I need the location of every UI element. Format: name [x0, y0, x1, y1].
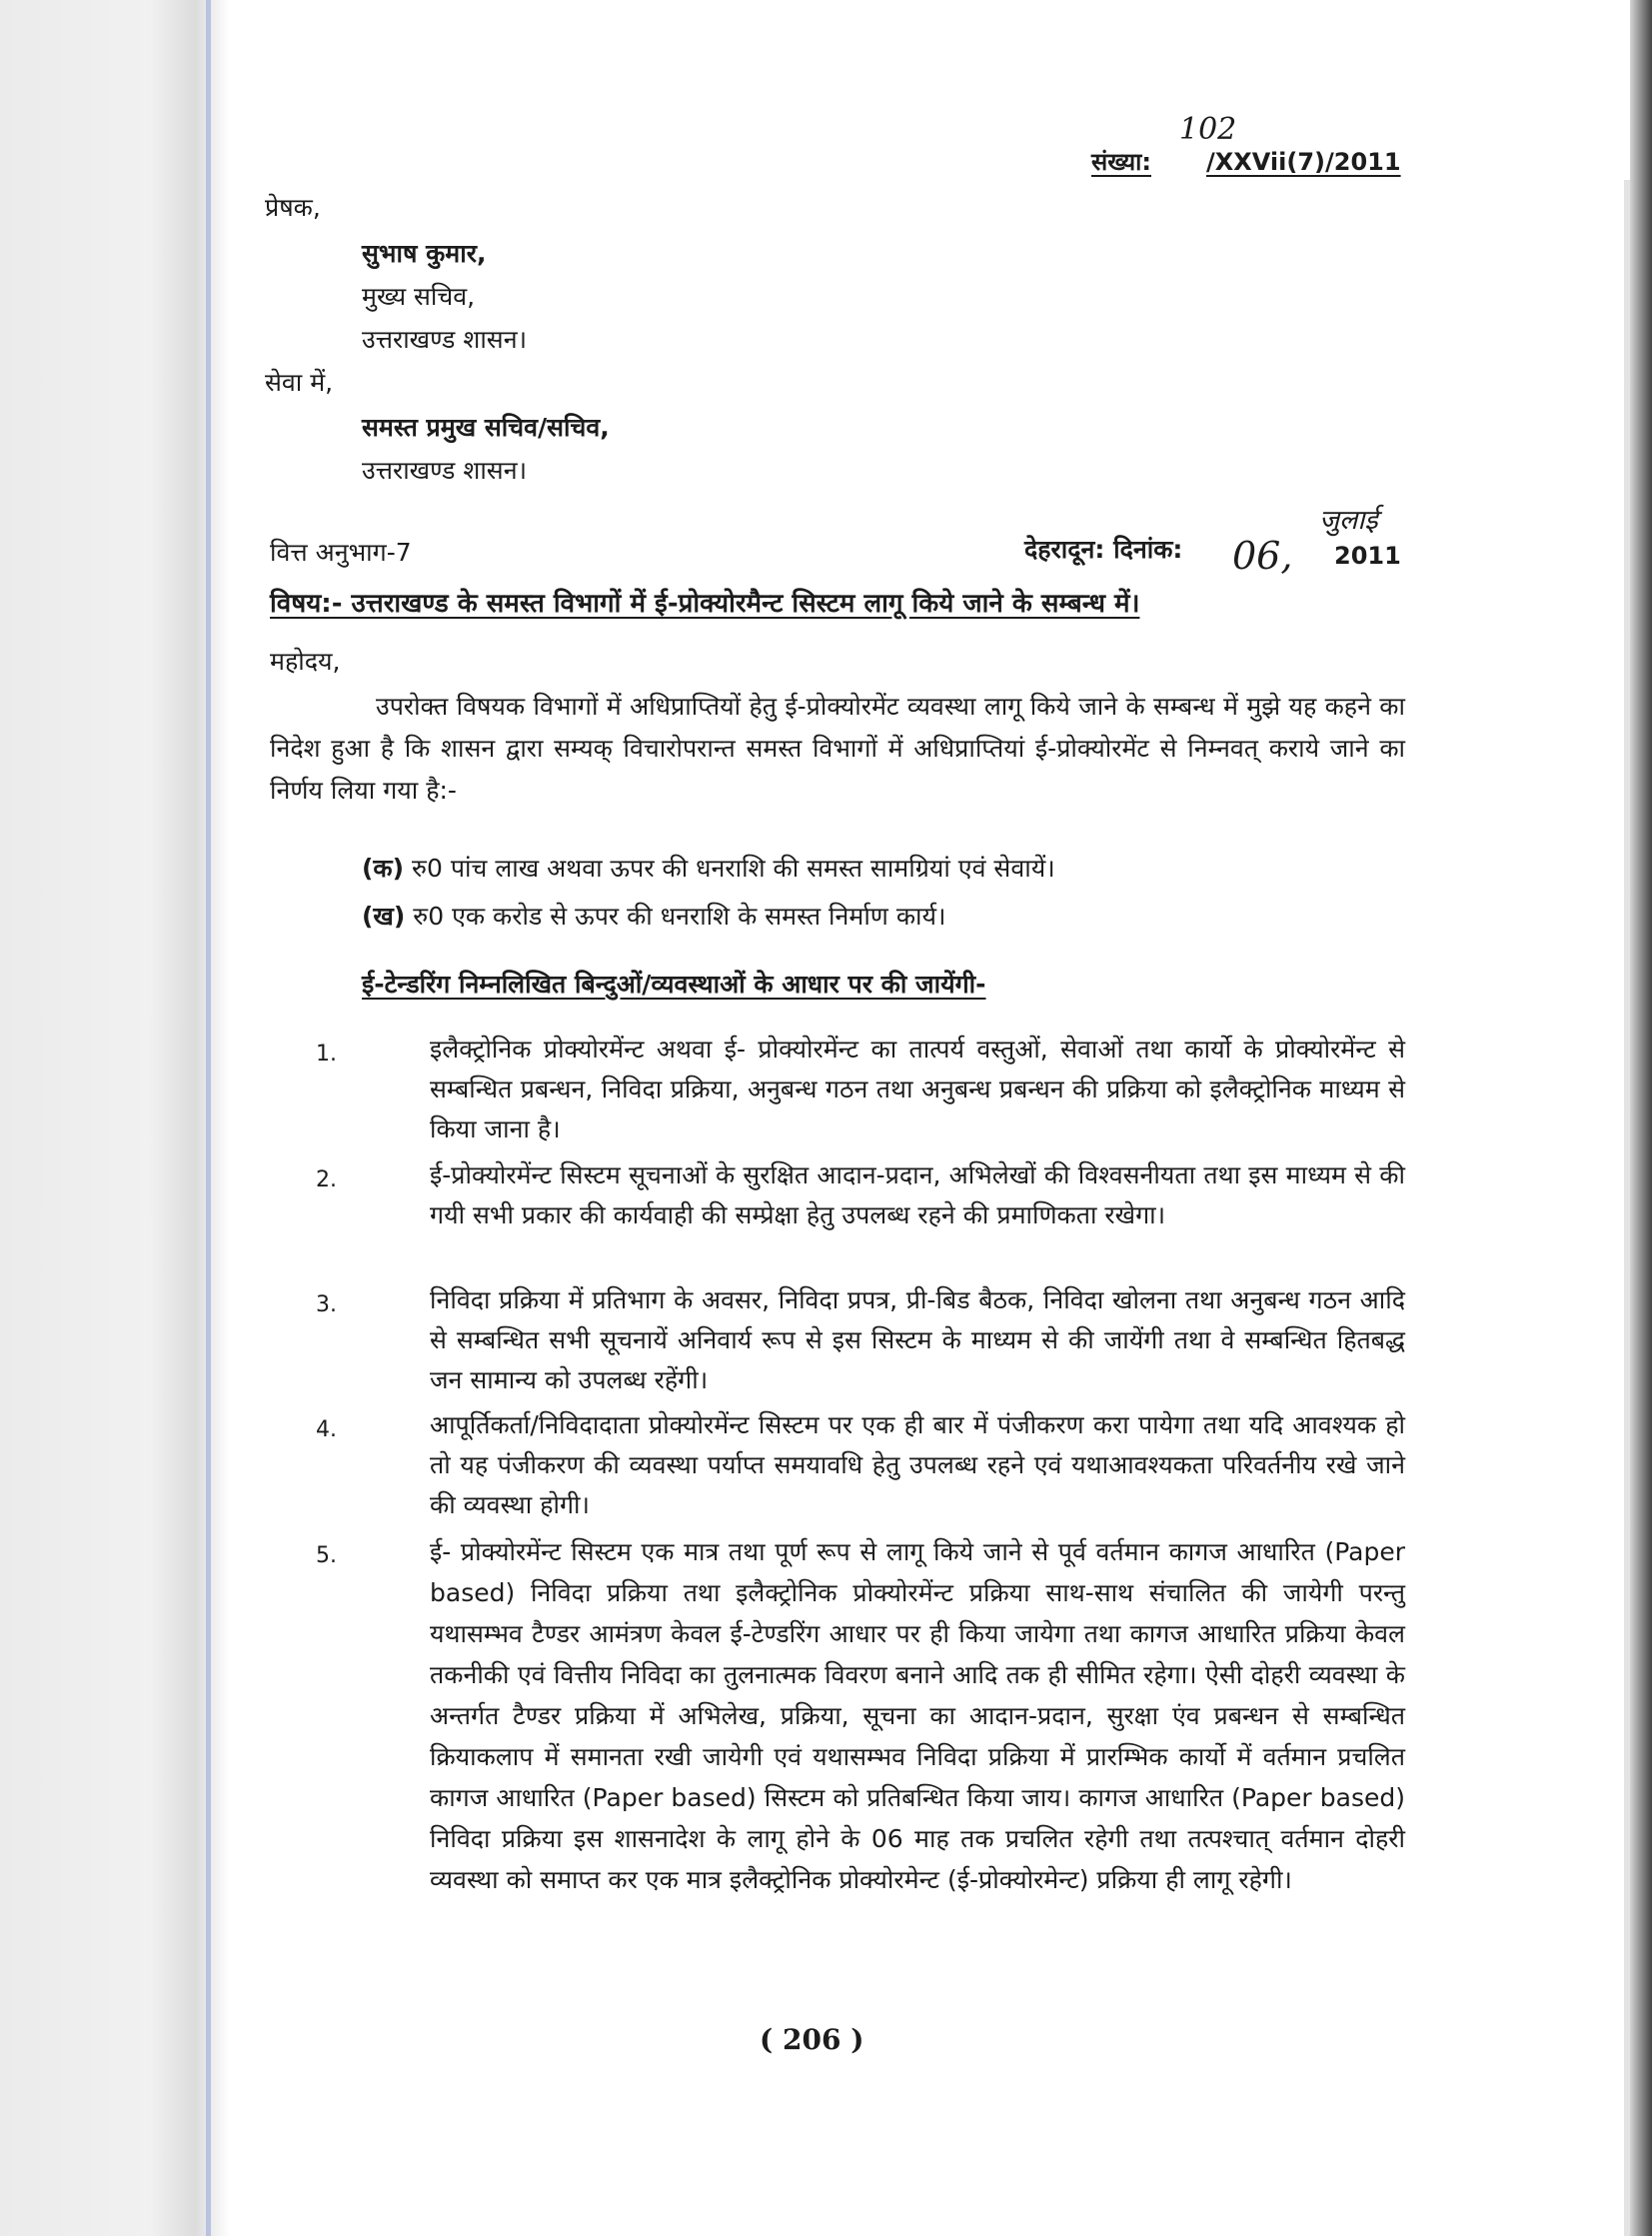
recipient-label: सेवा में, [265, 368, 334, 397]
clause-kha [362, 899, 945, 935]
salutation: महोदय, [270, 647, 341, 676]
place-date-label: देहरादून: दिनांक: [1024, 535, 1183, 564]
scan-left-shadow [0, 0, 230, 2236]
sender-name: सुभाष कुमार, [362, 239, 487, 268]
sender-label: प्रेषक, [265, 193, 321, 222]
section-label: वित्त अनुभाग-7 [270, 538, 412, 567]
point-1-number: 1. [316, 1042, 337, 1067]
reference-suffix: /XXVii(7)/2011 [1206, 148, 1401, 176]
point-1-text: इलैक्ट्रोनिक प्रोक्योरमेंन्ट अथवा ई- प्रोक्योरमेंन्ट का तात्पर्य वस्तुओं, सेवाओं तथा कार्यो के प्रोक्योरमेंन्ट से सम्बन्धित प्रबन्धन, निविदा प्रक्रिया, अनुबन्ध गठन तथा अनुबन्ध प्रबन्धन की प्रक्रिया को इलैक्ट्रोनिक माध्यम से किया जाना है। [430, 1035, 1405, 1143]
clause-ka [362, 851, 1055, 887]
point-2-text: ई-प्रोक्योरमेंन्ट सिस्टम सूचनाओं के सुरक्षित आदान-प्रदान, अभिलेखों की विश्वसनीयता तथा इस माध्यम से की गयी सभी प्रकार की कार्यवाही की सम्प्रेक्षा हेतु उपलब्ध रहने की प्रमाणिकता रखेगा। [430, 1160, 1405, 1229]
subject-line: विषय:- उत्तराखण्ड के समस्त विभागों में ई-प्रोक्योरमैन्ट सिस्टम लागू किये जाने के सम्बन्ध में। [270, 589, 1140, 619]
reference-number [1091, 144, 1401, 180]
point-3-number: 3. [316, 1292, 337, 1317]
recipient-office: उत्तराखण्ड शासन। [362, 456, 528, 485]
scan-right-edge [1630, 0, 1652, 2236]
reference-label: संख्या: [1091, 148, 1151, 176]
clause-kha-text: रु0 एक करोड से ऊपर की धनराशि के समस्त निर्माण कार्य। [413, 902, 946, 931]
sender-designation: मुख्य सचिव, [362, 282, 476, 311]
point-4-number: 4. [316, 1417, 337, 1442]
point-5-number: 5. [316, 1543, 337, 1568]
points-heading: ई-टेन्डरिंग निम्नलिखित बिन्दुओं/व्यवस्थाओं के आधार पर की जायेंगी- [362, 970, 986, 999]
recipient-name: समस्त प्रमुख सचिव/सचिव, [362, 413, 610, 442]
date-handwritten-day: 06, [1232, 534, 1293, 578]
sender-office: उत्तराखण्ड शासन। [362, 325, 528, 354]
intro-paragraph: उपरोक्त विषयक विभागों में अधिप्राप्तियों हेतु ई-प्रोक्योरमेंट व्यवस्था लागू किये जाने के सम्बन्ध में मुझे यह कहने का निदेश हुआ है कि शासन द्वारा सम्यक् विचारोपरान्त समस्त विभागों में अधिप्राप्तियां ई-प्रोक्योरमेंट से निम्नवत् कराये जाने का निर्णय लिया गया है:- [270, 692, 1405, 805]
point-2-number: 2. [316, 1167, 337, 1192]
point-3-text: निविदा प्रक्रिया में प्रतिभाग के अवसर, निविदा प्रपत्र, प्री-बिड बैठक, निविदा खोलना तथा अनुबन्ध गठन आदि से सम्बन्धित सभी सूचनायें अनिवार्य रूप से इस सिस्टम के माध्यम से की जायेंगी तथा वे सम्बन्धित हितबद्ध जन सामान्य को उपलब्ध रहेंगी। [430, 1285, 1405, 1394]
point-5-text: ई- प्रोक्योरमेंन्ट सिस्टम एक मात्र तथा पूर्ण रूप से लागू किये जाने से पूर्व वर्तमान कागज आधारित (Paper based) निविदा प्रक्रिया तथा इलैक्ट्रोनिक प्रोक्योरमेंन्ट प्रक्रिया साथ-साथ संचालित की जायेगी परन्तु यथासम्भव टैण्डर आमंत्रण केवल ई-टेण्डरिंग आधार पर ही किया जायेगा तथा कागज आधारित प्रक्रिया केवल तकनीकी एवं वित्तीय निविदा का तुलनात्मक विवरण बनाने आदि तक ही सीमित रहेगा। ऐसी दोहरी व्यवस्था के अन्तर्गत टैण्डर प्रक्रिया में अभिलेख, प्रक्रिया, सूचना का आदान-प्रदान, सुरक्षा एंव प्रबन्धन से सम्बन्धित क्रियाकलाप में समानता रखी जायेगी एवं यथासम्भव निविदा प्रक्रिया में प्रारम्भिक कार्यो में वर्तमान प्रचलित कागज आधारित (Paper based) सिस्टम को प्रतिबन्धित किया जाय। कागज आधारित (Paper based) निविदा प्रक्रिया इस शासनादेश के लागू होने के 06 माह तक प्रचलित रहेगी तथा तत्पश्चात् वर्तमान दोहरी व्यवस्था को समाप्त कर एक मात्र इलैक्ट्रोनिक प्रोक्योरमेन्ट (ई-प्रोक्योरमेन्ट) प्रक्रिया ही लागू रहेगी। [430, 1537, 1405, 1894]
date-year: 2011 [1334, 542, 1401, 570]
reference-handwritten: 102 [1179, 112, 1237, 147]
page-number: ( 206 ) [760, 2023, 864, 2056]
date-handwritten-month: जुलाई [1319, 505, 1378, 536]
clause-kha-label: (ख) [362, 902, 406, 931]
clause-ka-text: रु0 पांच लाख अथवा ऊपर की धनराशि की समस्त सामग्रियां एवं सेवायें। [412, 854, 1055, 883]
scan-right-edge-inner [1624, 180, 1630, 2236]
clause-ka-label: (क) [362, 854, 405, 883]
point-4-text: आपूर्तिकर्ता/निविदादाता प्रोक्योरमेंन्ट सिस्टम पर एक ही बार में पंजीकरण करा पायेगा तथा यदि आवश्यक हो तो यह पंजीकरण की व्यवस्था पर्याप्त समयावधि हेतु उपलब्ध रहने एवं यथाआवश्यकता परिवर्तनीय रखे जाने की व्यवस्था होगी। [430, 1410, 1405, 1519]
scan-binding-line [206, 0, 211, 2236]
